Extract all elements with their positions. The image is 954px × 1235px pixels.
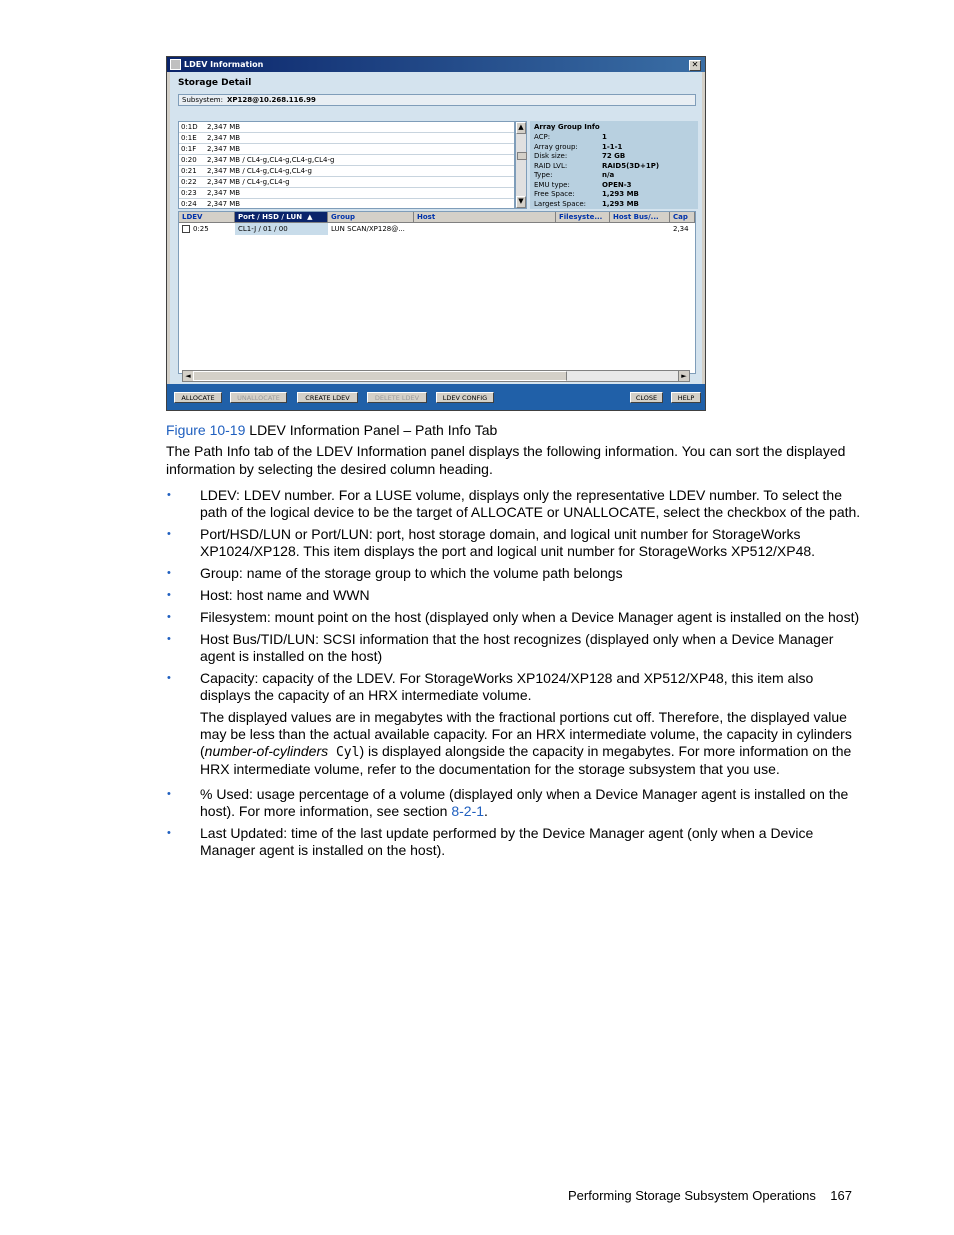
array-info-value: 1,293 MB xyxy=(602,190,639,198)
array-info-row xyxy=(534,171,694,181)
ldev-description: 2,347 MB / CL4-g,CL4-g,CL4-g xyxy=(207,167,312,175)
ldev-id: 0:24 xyxy=(181,200,197,208)
horizontal-scroll-thumb[interactable] xyxy=(193,371,567,381)
section-8-2-1-link[interactable]: 8-2-1 xyxy=(451,803,485,819)
scroll-down-arrow-icon[interactable]: ▼ xyxy=(516,196,526,208)
list-item-text: Group: name of the storage group to which the volume path belongs xyxy=(200,565,623,581)
array-info-row xyxy=(534,162,694,172)
subsystem-label: Subsystem: xyxy=(182,96,223,104)
window-title: LDEV Information xyxy=(184,60,264,69)
array-info-row xyxy=(534,190,694,200)
list-item xyxy=(166,631,866,665)
scroll-up-arrow-icon[interactable]: ▲ xyxy=(516,122,526,134)
list-item-text: LDEV: LDEV number. For a LUSE volume, displays only the representative LDEV number. To select the path of the logical device to be the target of ALLOCATE or UNALLOCATE, select the checkbox of the path. xyxy=(200,487,861,520)
ldev-description: 2,347 MB / CL4-g,CL4-g,CL4-g,CL4-g xyxy=(207,156,335,164)
array-info-value: n/a xyxy=(602,171,615,179)
field-description-list xyxy=(166,487,866,864)
used-text-end: . xyxy=(484,803,488,819)
ldev-information-window xyxy=(166,56,706,411)
help-button[interactable]: HELP xyxy=(671,392,701,403)
column-header-port-label: Port / HSD / LUN xyxy=(238,213,303,221)
button-bar xyxy=(167,384,705,410)
list-item xyxy=(166,670,866,778)
capacity-note-italic: number-of-cylinders xyxy=(204,743,329,759)
ldev-id: 0:1D xyxy=(181,123,198,131)
list-item-text: Host Bus/TID/LUN: SCSI information that the host recognizes (displayed only when a Device Manager agent is installed on the host) xyxy=(200,631,834,664)
list-item-last-updated xyxy=(166,825,866,859)
unallocate-button[interactable]: UNALLOCATE xyxy=(230,392,287,403)
ldev-list-item[interactable] xyxy=(179,177,514,188)
bullet-icon: • xyxy=(167,827,171,839)
ldev-list[interactable] xyxy=(178,121,515,209)
window-body xyxy=(170,72,702,384)
ldev-id: 0:23 xyxy=(181,189,197,197)
horizontal-scrollbar[interactable] xyxy=(182,370,690,382)
ldev-description: 2,347 MB xyxy=(207,200,241,208)
list-item xyxy=(166,526,866,560)
bullet-icon: • xyxy=(167,633,171,645)
close-icon[interactable]: ✕ xyxy=(689,60,701,71)
column-header-filesystem[interactable]: Filesyste... xyxy=(556,212,610,223)
column-header-host-bus[interactable]: Host Bus/... xyxy=(610,212,670,223)
figure-caption-text: LDEV Information Panel – Path Info Tab xyxy=(245,422,498,438)
column-header-group[interactable]: Group xyxy=(328,212,414,223)
host-cell xyxy=(414,223,556,235)
ldev-list-item[interactable] xyxy=(179,166,514,177)
group-cell: LUN SCAN/XP128@... xyxy=(331,225,405,233)
figure-caption xyxy=(166,422,497,438)
path-checkbox[interactable] xyxy=(182,225,190,233)
array-info-value: 1 xyxy=(602,133,607,141)
list-item xyxy=(166,587,866,604)
create-ldev-button[interactable]: CREATE LDEV xyxy=(297,392,358,403)
filesystem-cell xyxy=(556,223,610,235)
capacity-cell: 2,34 xyxy=(673,225,689,233)
array-group-info-panel xyxy=(530,121,698,209)
ldev-id: 0:21 xyxy=(181,167,197,175)
allocate-button[interactable]: ALLOCATE xyxy=(174,392,222,403)
scroll-right-arrow-icon[interactable]: ► xyxy=(678,371,689,381)
array-info-key: Type: xyxy=(534,171,553,179)
title-bar xyxy=(167,57,705,72)
scroll-left-arrow-icon[interactable]: ◄ xyxy=(183,371,194,381)
list-item-text: Capacity: capacity of the LDEV. For StorageWorks XP1024/XP128 and XP512/XP48, this item also displays the capacity of an HRX intermediate volume. xyxy=(200,670,814,703)
array-group-info-heading: Array Group Info xyxy=(534,123,600,131)
ldev-description: 2,347 MB xyxy=(207,134,241,142)
array-info-key: Array group: xyxy=(534,142,578,151)
port-cell: CL1-J / 01 / 00 xyxy=(235,223,328,235)
figure-reference-link[interactable]: Figure 10-19 xyxy=(166,422,246,438)
ldev-list-item[interactable] xyxy=(179,155,514,166)
ldev-config-button[interactable]: LDEV CONFIG xyxy=(436,392,494,403)
storage-detail-heading: Storage Detail xyxy=(178,78,252,88)
ldev-list-item[interactable] xyxy=(179,188,514,199)
scroll-thumb[interactable] xyxy=(517,152,527,160)
bullet-icon: • xyxy=(167,489,171,501)
ldev-id: 0:1E xyxy=(181,134,197,142)
ldev-id: 0:20 xyxy=(181,156,197,164)
bullet-icon: • xyxy=(167,611,171,623)
ldev-list-item[interactable] xyxy=(179,144,514,155)
array-info-row xyxy=(534,181,694,191)
array-info-row xyxy=(534,152,694,162)
array-info-value: RAID5(3D+1P) xyxy=(602,161,660,170)
used-text: % Used: usage percentage of a volume (displayed only when a Device Manager agent is installed on the host). For more information, see section xyxy=(200,786,849,819)
array-info-value: OPEN-3 xyxy=(602,180,632,189)
list-item xyxy=(166,565,866,582)
last-updated-text: Last Updated: time of the last update performed by the Device Manager agent (only when a Device Manager agent is installed on the host). xyxy=(200,825,814,858)
host-bus-cell xyxy=(610,223,670,235)
intro-line-1: The Path Info tab of the LDEV Information panel displays the following information. You can sort the displayed xyxy=(166,443,846,459)
array-info-value: 1-1-1 xyxy=(602,142,623,151)
array-info-key: EMU type: xyxy=(534,180,570,189)
capacity-note xyxy=(200,709,866,778)
array-info-row xyxy=(534,143,694,153)
bullet-icon: • xyxy=(167,567,171,579)
app-icon xyxy=(170,59,181,70)
capacity-note-text-end: ) is displayed alongside the capacity in megabytes. For more information on the HRX intermediate volume, refer to the documentation for the storage subsystem that you use. xyxy=(200,743,852,777)
ldev-list-scrollbar[interactable] xyxy=(515,121,527,209)
path-info-table xyxy=(178,211,696,374)
ldev-description: 2,347 MB xyxy=(207,145,241,153)
list-item-text: Filesystem: mount point on the host (displayed only when a Device Manager agent is installed on the host) xyxy=(200,609,860,625)
array-info-key: Free Space: xyxy=(534,190,575,198)
ldev-list-item[interactable] xyxy=(179,122,514,133)
ldev-id: 0:1F xyxy=(181,145,197,153)
bullet-icon: • xyxy=(167,589,171,601)
array-info-value: 1,293 MB xyxy=(602,199,639,208)
column-header-port-hsd-lun[interactable] xyxy=(235,212,328,223)
ldev-description: 2,347 MB / CL4-g,CL4-g xyxy=(207,178,290,186)
sort-ascending-icon: ▲ xyxy=(307,213,313,221)
ldev-list-item[interactable] xyxy=(179,199,514,209)
ldev-cell xyxy=(179,223,235,235)
ldev-description: 2,347 MB xyxy=(207,189,241,197)
subsystem-bar xyxy=(178,94,696,106)
column-header-capacity[interactable]: Cap xyxy=(670,212,695,223)
capacity-note-code: Cyl xyxy=(328,745,360,760)
list-item-used xyxy=(166,786,866,820)
subsystem-value: XP128@10.268.116.99 xyxy=(227,96,316,104)
ldev-description: 2,347 MB xyxy=(207,123,241,131)
array-info-key: ACP: xyxy=(534,133,551,141)
ldev-cell-text: 0:25 xyxy=(193,225,209,233)
table-row[interactable] xyxy=(179,223,695,235)
list-item-text: Host: host name and WWN xyxy=(200,587,370,603)
array-info-row xyxy=(534,200,694,210)
delete-ldev-button[interactable]: DELETE LDEV xyxy=(367,392,427,403)
bullet-icon: • xyxy=(167,528,171,540)
list-item-text: Port/HSD/LUN or Port/LUN: port, host storage domain, and logical unit number for StorageWorks XP1024/XP128. This item displays the port and logical unit number for StorageWorks XP512/XP48. xyxy=(200,526,816,559)
intro-line-2: information by selecting the desired column heading. xyxy=(166,461,493,477)
list-item xyxy=(166,487,866,521)
capacity-note-text: The displayed values are in megabytes with the fractional portions cut off. Therefore, the displayed value may be less than the actual available capacity. For an HRX intermediate volume, the capacity in cylinders ( xyxy=(200,709,852,759)
ldev-id: 0:22 xyxy=(181,178,197,186)
ldev-list-item[interactable] xyxy=(179,133,514,144)
bullet-icon: • xyxy=(167,672,171,684)
array-info-key: Largest Space: xyxy=(534,199,587,208)
array-info-row xyxy=(534,133,694,143)
column-header-host[interactable]: Host xyxy=(414,212,556,223)
array-info-key: Disk size: xyxy=(534,152,568,160)
array-info-key: RAID LVL: xyxy=(534,161,568,170)
bullet-icon: • xyxy=(167,788,171,800)
list-item xyxy=(166,609,866,626)
array-info-value: 72 GB xyxy=(602,152,626,160)
close-button[interactable]: CLOSE xyxy=(630,392,663,403)
table-header xyxy=(179,212,695,223)
page-footer: Performing Storage Subsystem Operations 167 xyxy=(568,1188,852,1203)
column-header-ldev[interactable]: LDEV xyxy=(179,212,235,223)
